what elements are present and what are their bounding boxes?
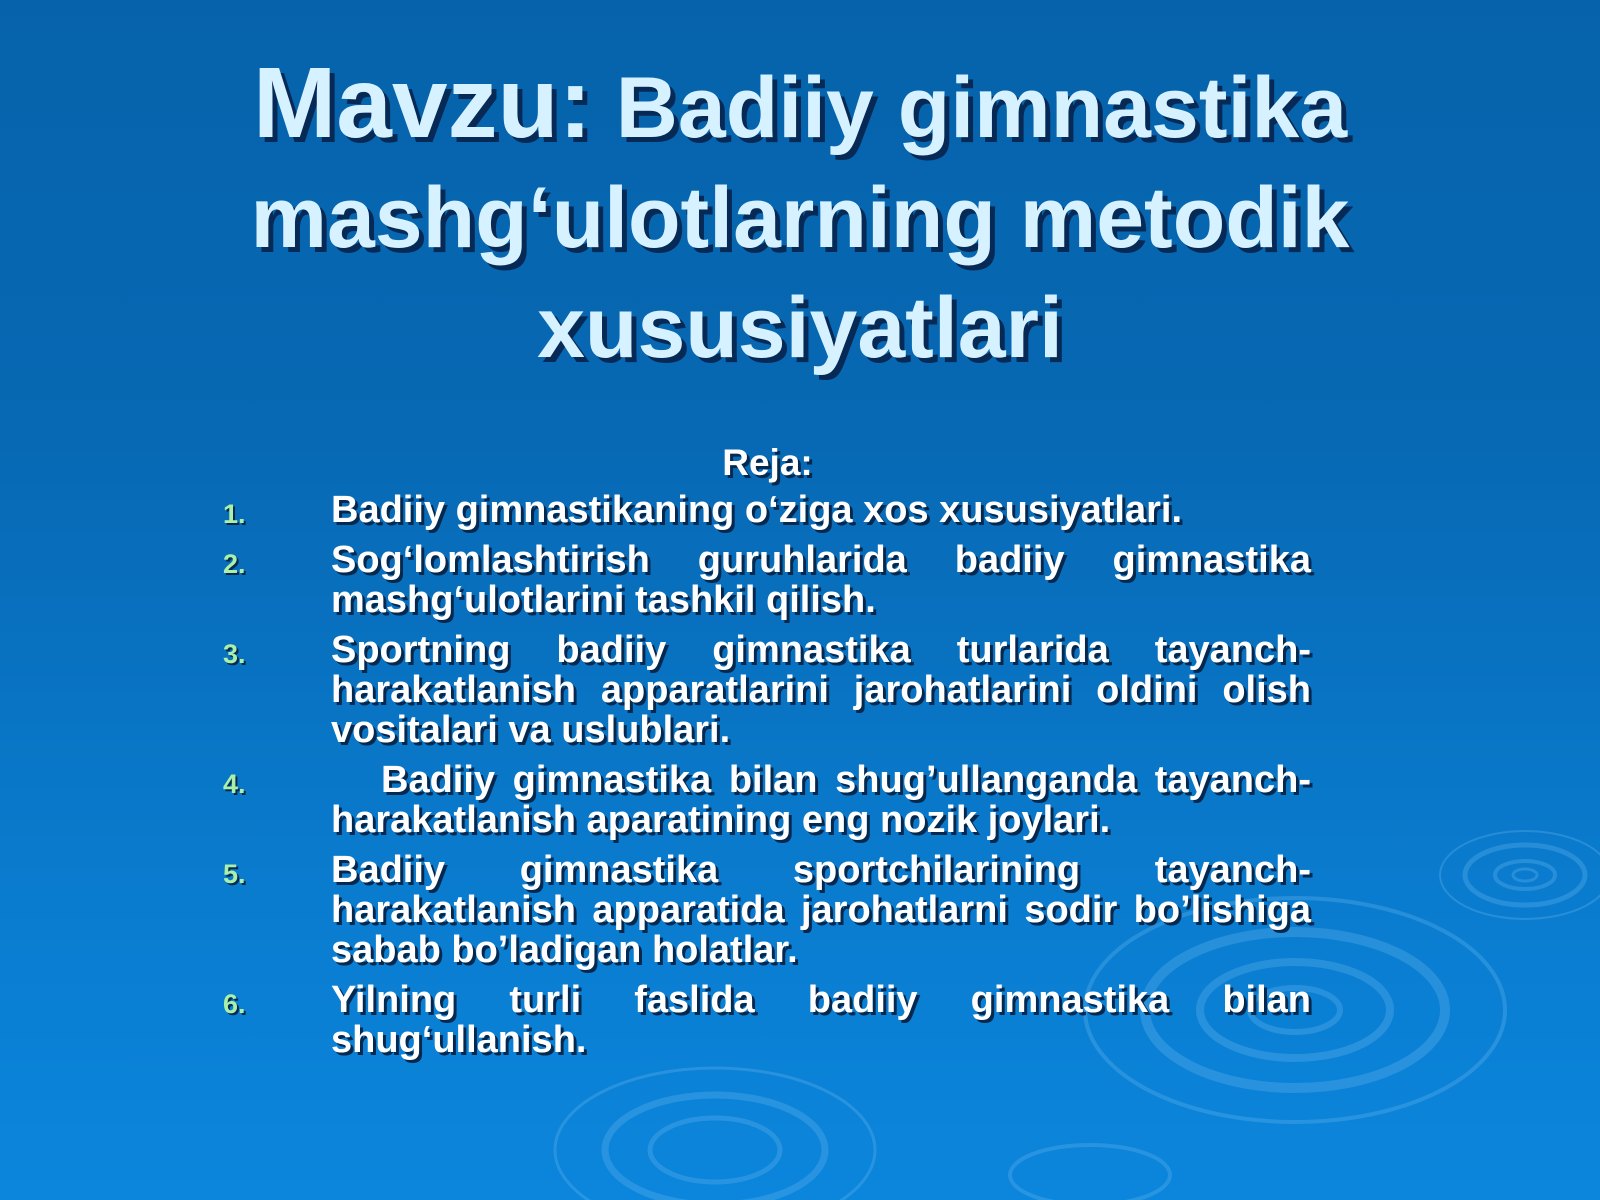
list-item [215,540,1311,620]
item-text: Sportning badiiy gimnastika turlarida tayanch-harakatlanish apparatlarini jarohatlarini oldini olish vositalari va uslublari. [331,629,1311,751]
list-item [215,980,1311,1060]
list-item [215,630,1311,750]
plan-list [215,490,1311,1070]
title-lead: Mavzu: [252,47,592,159]
list-item [215,850,1311,970]
item-number: 4. [223,769,246,799]
plan-heading: Reja: [722,442,813,483]
slide-title [150,48,1450,383]
item-number: 1. [223,499,246,529]
item-text: Badiiy gimnastika sportchilarining tayanch-harakatlanish apparatida jarohatlarni sodir bo’lishiga sabab bo’ladigan holatlar. [331,849,1311,971]
list-item [215,760,1311,840]
item-number: 5. [223,859,246,889]
item-text: Badiiy gimnastika bilan shug’ullanganda tayanch-harakatlanish aparatining eng nozik joylari. [331,759,1311,841]
item-text: Sog‘lomlashtirish guruhlarida badiiy gimnastika mashg‘ulotlarini tashkil qilish. [331,539,1311,621]
title-text: Badiiy gimnastika mashg‘ulotlarning metodik xususiyatlari [250,60,1350,376]
item-number: 2. [223,549,246,579]
list-item [215,490,1311,530]
item-text: Badiiy gimnastikaning o‘ziga xos xususiyatlari. [331,489,1183,531]
item-text: Yilning turli faslida badiiy gimnastika bilan shug‘ullanish. [331,979,1311,1061]
item-number: 3. [223,639,246,669]
item-number: 6. [223,989,246,1019]
